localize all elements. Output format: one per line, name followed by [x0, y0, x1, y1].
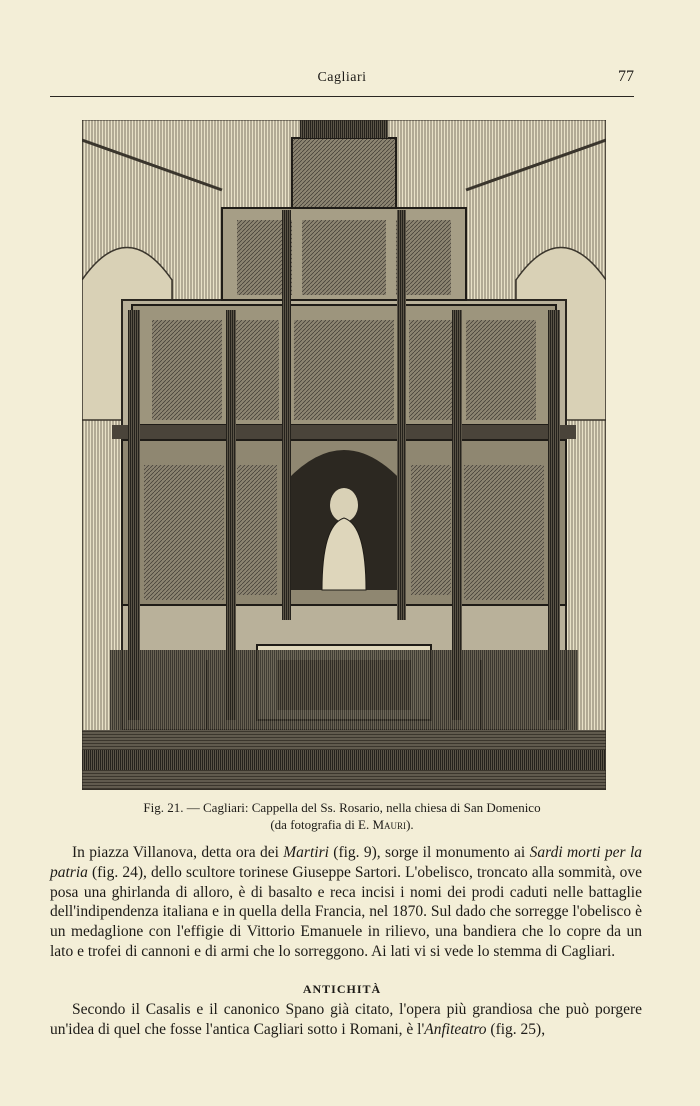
caption-credit-name: Mauri	[372, 817, 407, 832]
p2-text-2: (fig. 25),	[486, 1020, 546, 1038]
section-heading: ANTICHITÀ	[302, 982, 382, 996]
figure-engraving	[82, 120, 606, 790]
page-number: 77	[618, 68, 634, 85]
p2-italic-1: Anfiteatro	[424, 1020, 487, 1038]
caption-line-1: Fig. 21. — Cagliari: Cappella del Ss. Rosario, nella chiesa di San Domenico	[143, 800, 541, 815]
running-title: Cagliari	[317, 70, 367, 85]
p1-italic-2: Sardi morti per la patria	[50, 844, 642, 881]
caption-line-2	[50, 816, 634, 833]
caption-credit-post: ).	[406, 817, 414, 832]
p1-text-3: (fig. 24), dello scultore torinese Giuseppe Sartori. L'obelisco, troncato alla sommità, ove posa una ghirlanda di alloro, è di basalto e reca incisi i nomi dei prodi caduti nelle battaglie dell'indipendenza italiana e in quella della Francia, nel 1870. Sul dado che sorregge l'obelisco è un medaglione con l'effigie di Vittorio Emanuele in rilievo, una bandiera che lo copre da un lato e trofei di cannoni e di armi che lo sorreggono. Ai lati vi si vede lo stemma di Cagliari.	[50, 863, 642, 960]
body-paragraph-2	[50, 1000, 642, 1040]
p1-text-1: In piazza Villanova, detta ora dei	[72, 844, 284, 861]
p1-italic-1: Martiri	[283, 844, 329, 861]
figure-caption	[50, 799, 634, 833]
p1-text-2: (fig. 9), sorge il monumento ai	[328, 844, 530, 861]
page-header	[50, 64, 634, 94]
altar-engraving-icon	[82, 120, 606, 790]
caption-credit-pre: (da fotografia di E.	[270, 817, 373, 832]
body-paragraph-1	[50, 843, 642, 962]
p2-text-1: Secondo il Casalis e il canonico Spano già citato, l'opera più grandiosa che può porgere un'idea di quel che fosse l'antica Cagliari sotto i Romani, è l'	[50, 1001, 642, 1038]
header-rule	[50, 96, 634, 97]
